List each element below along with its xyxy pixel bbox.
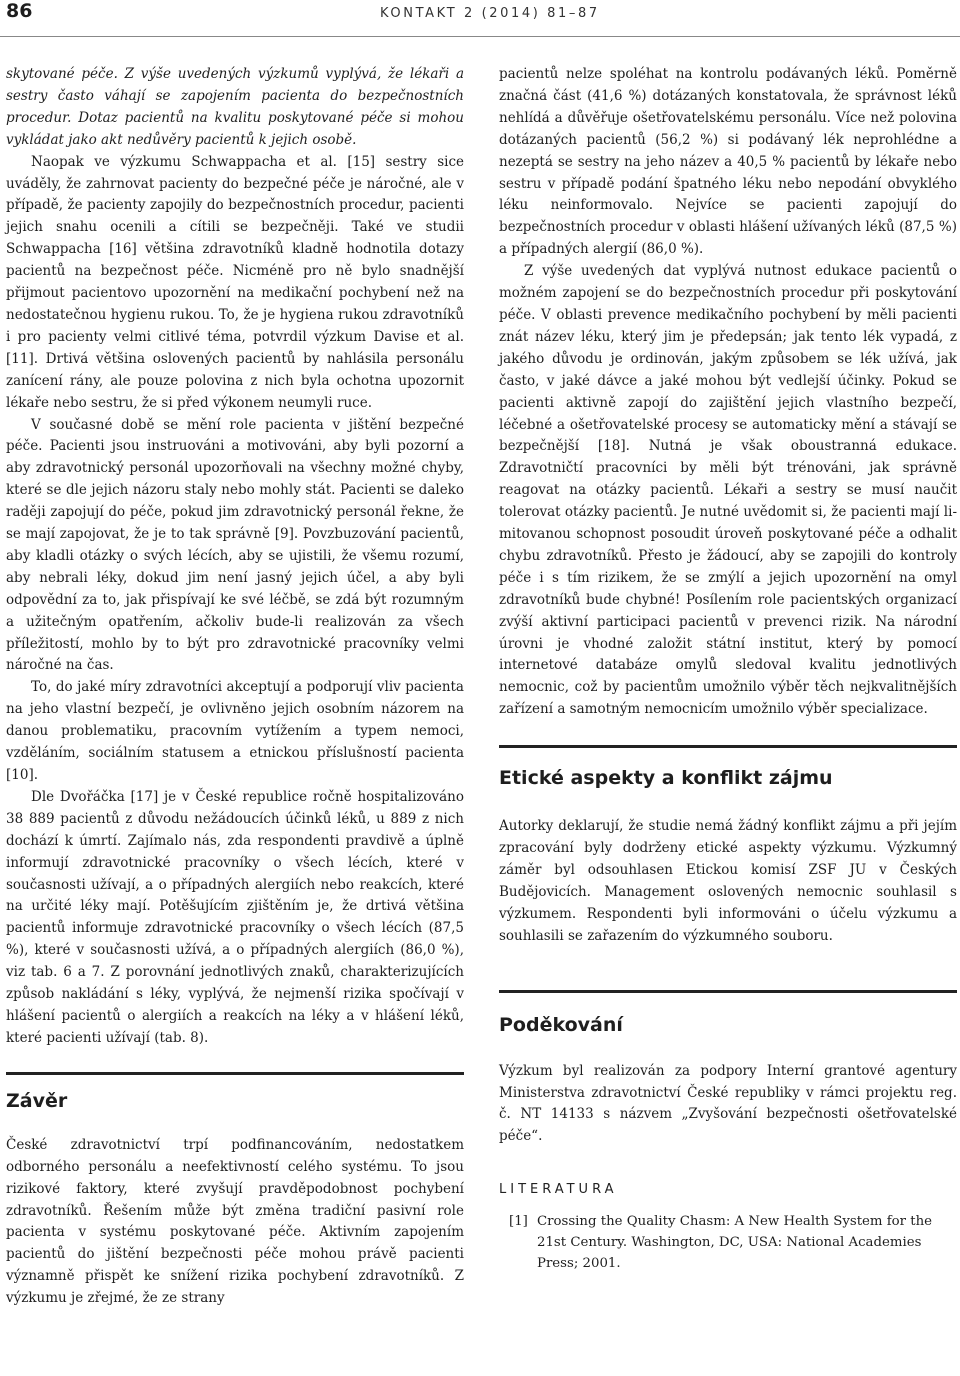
section-rule [499, 990, 957, 993]
reference-number: [1] [509, 1214, 528, 1230]
section-rule [6, 1072, 464, 1075]
running-title: KONTAKT 2 (2014) 81–87 [380, 6, 600, 21]
section-heading-zaver: Závěr [6, 1089, 68, 1112]
paragraph: pacientů nelze spoléhat na kontrolu podávaných léků. Poměrně značná část (41,6 %) dotázaných konstatovala, že správnost léků nehlídá a důvěřuje ošetřovatelskému personálu. Více než polovina dotázaných pacientů (56,2 %) si podávaný lék neprohlédne a nezeptá se sestry na jeho název a 40,5 % pacientů by lékaře nebo sestru v případě podání špatného léku nebo nepodání obvyklého léku neinformovalo. Nejvíce se pacienti zapojují do bezpečnostních procedur v oblasti hlášení užívaných léků (87,5 %) a případných alergií (86,0 %). [499, 66, 957, 258]
paragraph-italic: skytované péče. Z výše uvedených výzkumů vyplývá, že lékaři a sestry často váhají se zapojením pacienta do bezpečnostních procedur. Dotaz pacientů na kvalitu poskytované péče si mohou vykládat jako akt nedůvěry pacientů k jejich osobě. [6, 66, 464, 148]
header-divider [0, 36, 960, 37]
reference-text: Crossing the Quality Chasm: A New Health System for the 21st Century. Washington, DC, USA: National Academies Press; 2001. [537, 1214, 933, 1272]
left-column [6, 64, 464, 1310]
paragraph: Autorky deklarují, že studie nemá žádný konflikt zájmu a při jejím zpracování byly dodrženy etické aspekty výzkumu. Výzkumný záměr byl odsouhlasen Etickou komisí ZSF JU v Českých Budějovicích. Management oslovených nemocnic souhlasil s výzkumem. Respondenti byli informováni o účelu výzkumu a souhlasili se zařazením do výzkumného souboru. [499, 818, 957, 944]
reference-item [499, 1211, 957, 1274]
page-header [0, 0, 960, 44]
paragraph: Dle Dvořáčka [17] je v České republice ročně hospitalizováno 38 889 pacientů z důvodu nežádoucích účinků léků, u 889 z nich dochází k úmrtí. Zajímalo nás, zda respondenti pravdivě a úplně informují zdravotnické pracovníky o všech lécích, které v současnosti užívají, a o případných alergiích nebo reakcích, které na určité léky mají. Potěšujícím zjištěním je, že drtivá většina pacientů informuje zdravotnické pracovníky o všech lécích (87,5 %), které v současnosti užívá, a o případných alergiích (86,0 %), viz tab. 6 a 7. Z porovnání jednotlivých znaků, charakterizujících způsob nakládání s léky, vyplývá, že nejmenší rizika spočívají v hlášení pacientů o alergiích a reakcích na léky a v hlášení léků, které pacienti užívají (tab. 8). [6, 788, 464, 1046]
paragraph: Z výše uvedených dat vyplývá nutnost edukace pacientů o možném zapojení se do bezpečnostních procedur při poskytování péče. V oblasti prevence medikačního pochybení by měli pacienti znát název léku, který jim je předepsán; jak tento lék vypadá, z jakého důvodu je ordinován, jakým způsobem se lék užívá, jak často, v jaké dávce a jaké mohou být vedlejší účinky. Pokud se pacienti aktivně zapojí do zajištění jejich vlastního bezpečí, léčebné a ošetřovatelské procesy se automaticky mění a stávají se bezpečnější [18]. Nutná je však oboustranná edukace. Zdravotničtí pracovníci by měli být trénováni, jak správně reagovat na otázky pacientů. Lékaři a sestry se musí naučit tolerovat otázky pacientů. Je nutné uvědomit si, že pacienti mají limitovanou schopnost posoudit úroveň poskytované péče a odhalit chybu zdravotníků. Přesto je žádoucí, aby se zapojili do kontroly péče i s tím rizikem, že se zmýlí a jejich upozornění na omyl zdravotníků bude chybné! Posílením role pacientských organizací zvýší aktivní participaci pacientů v prevenci rizik. Na národní úrovni je vhodné založit státní institut, který by pomocí internetové databáze omylů sledoval kvalitu jednotlivých nemocnic, což by pacientům umožnilo výběr těch nejkvalitnějších zařízení a samotným nemocnicím umožnilo výběr specializace. [499, 263, 957, 718]
paragraph: V současné době se mění role pacienta v jištění bezpečné péče. Pacienti jsou instruováni a motivováni, aby byli pozorní a aby zdravotnický personál upozorňovali na všechny možné chyby, které se dle jejich názoru staly nebo mohly stát. Pacienti se daleko raději zapojují do péče, pokud jim zdravotnický personál řekne, že se mají zapojovat, že je to tak správně [9]. Povzbuzování pacientů, aby kladli otázky o svých lécích, aby se ujistili, že všemu rozumí, aby nebrali léky, dokud jim není jasný jejich účel, a aby byli odpovědní za to, jak přispívají ke své léčbě, se zdá být rozumným a užitečným opatřením, ačkoliv bude-li realizován za všech příležitostí, mohlo by to být pro zdravotnické pracovníky velmi náročné na čas. [6, 416, 464, 674]
paragraph: Výzkum byl realizován za podpory Interní grantové agentury Ministerstva zdravotnictví České republiky v rámci projektu reg. č. NT 14133 s názvem „Zvyšování bezpečnosti ošetřovatelské péče“. [499, 1062, 957, 1145]
page-number: 86 [6, 0, 33, 22]
paragraph: To, do jaké míry zdravotníci akceptují a podporují vliv pacienta na jeho vlastní bezpečí, je ovlivněno jejich osobním názorem na danou problematiku, pracovním vytížením a typem nemoci, vzděláním, sociálním statusem a etnickou příslušností pacienta [10]. [6, 679, 464, 783]
section-rule [499, 745, 957, 748]
paragraph: Naopak ve výzkumu Schwappacha et al. [15] sestry sice uváděly, že zahrnovat pacienty do bezpečné péče je náročné, ale v případě, že pacienty zapojily do bezpečnostních procedur, pacienti jejich snahu ocenili a cítili se bezpečněji. Také ve studii Schwappacha [16] většina zdravotníků kladně hodnotila dotazy pacientů na bezpečnost péče. Nicméně pro ně bylo snadnější přijmout pacientovo upozornění na medikační pochybení než na nedostatečnou hygienu rukou. To, že je hygiena rukou zdravotníků i pro pacienty velmi citlivé téma, potvrdil výzkum Davise et al. [11]. Drtivá většina oslovených pacientů by nahlásila personálu zanícení rány, ale pouze polovina z nich byla ochotna upozornit lékaře nebo sestru, že si před výkonem neumyli ruce. [6, 153, 464, 411]
section-heading-podekovani: Poděkování [499, 1013, 623, 1036]
paragraph: České zdravotnictví trpí podfinancováním, nedostatkem odborného personálu a neefektivností celého systému. To jsou rizikové faktory, které zvyšují pravděpodobnost pochybení zdravotníků. Řešením může být změna tradiční pasivní role pacienta v systému poskytované péče. Aktivním zapojením pacientů do jištění bezpečnosti péče mohou právě pacienti významně přispět ke snížení rizika pochybení zdravotníků. Z výzkumu je zřejmé, že ze strany [6, 1136, 464, 1307]
right-column [499, 64, 957, 1274]
references-heading: LITERATURA [499, 1182, 618, 1198]
section-heading-eticke: Etické aspekty a konflikt zájmu [499, 767, 833, 790]
